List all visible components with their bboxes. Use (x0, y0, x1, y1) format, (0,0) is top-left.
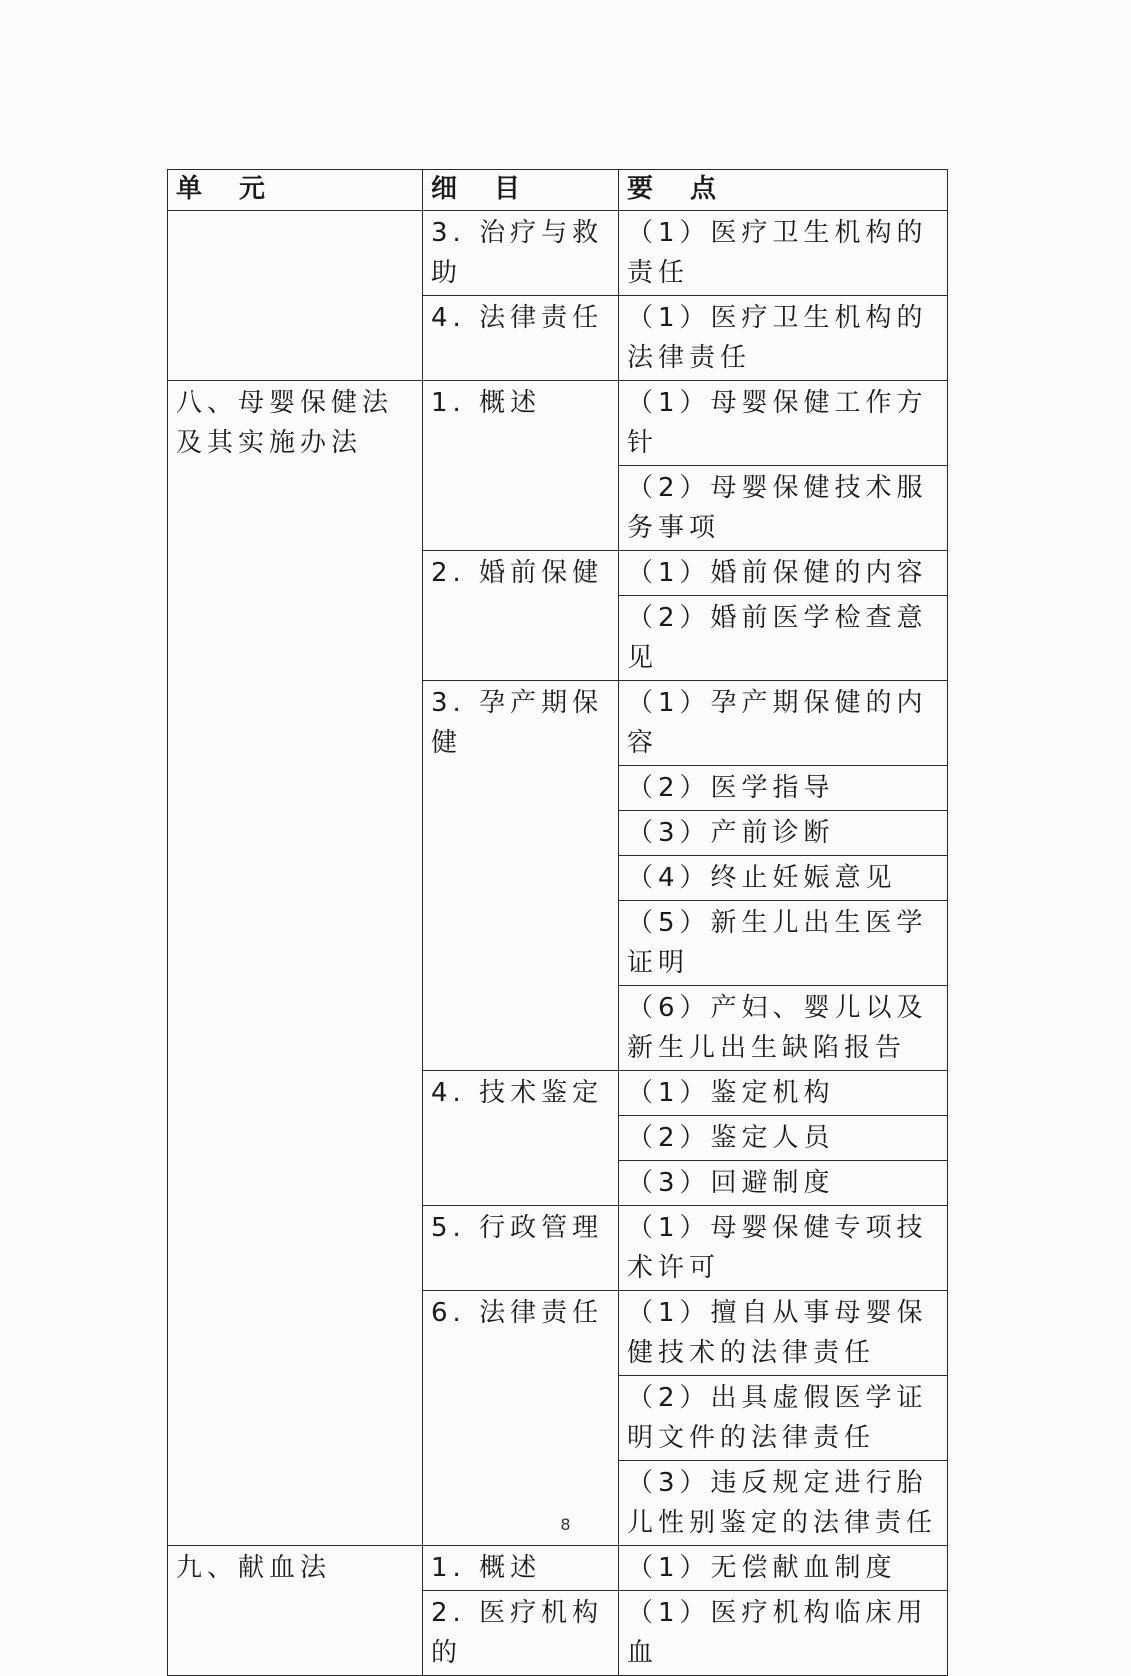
item-cell: 1. 概述 (423, 1546, 619, 1591)
point-cell: （2）出具虚假医学证明文件的法律责任 (619, 1376, 948, 1461)
unit-cell: 八、母婴保健法及其实施办法 (168, 381, 423, 1546)
item-cell: 2. 婚前保健 (423, 551, 619, 681)
point-cell: （3）回避制度 (619, 1161, 948, 1206)
table-header-row (168, 170, 948, 211)
point-cell: （1）医疗机构临床用血 (619, 1591, 948, 1676)
table-row (168, 211, 948, 296)
item-cell: 1. 概述 (423, 381, 619, 551)
exam-outline-table (167, 169, 948, 1676)
point-cell: （2）医学指导 (619, 766, 948, 811)
header-unit: 单 元 (168, 170, 423, 211)
table-body (168, 211, 948, 1676)
header-point: 要 点 (619, 170, 948, 211)
item-cell: 2. 医疗机构的 (423, 1591, 619, 1676)
point-cell: （6）产妇、婴儿以及新生儿出生缺陷报告 (619, 986, 948, 1071)
unit-cell: 九、献血法 (168, 1546, 423, 1676)
point-cell: （1）鉴定机构 (619, 1071, 948, 1116)
point-cell: （3）产前诊断 (619, 811, 948, 856)
point-cell: （1）医疗卫生机构的责任 (619, 211, 948, 296)
point-cell: （1）擅自从事母婴保健技术的法律责任 (619, 1291, 948, 1376)
item-cell: 6. 法律责任 (423, 1291, 619, 1546)
point-cell: （1）无偿献血制度 (619, 1546, 948, 1591)
item-cell: 4. 技术鉴定 (423, 1071, 619, 1206)
point-cell: （1）母婴保健工作方针 (619, 381, 948, 466)
point-cell: （1）医疗卫生机构的法律责任 (619, 296, 948, 381)
point-cell: （3）违反规定进行胎儿性别鉴定的法律责任 (619, 1461, 948, 1546)
table-row (168, 381, 948, 466)
page-number: 8 (560, 1515, 571, 1534)
point-cell: （5）新生儿出生医学证明 (619, 901, 948, 986)
point-cell: （1）母婴保健专项技术许可 (619, 1206, 948, 1291)
point-cell: （1）孕产期保健的内容 (619, 681, 948, 766)
item-cell: 5. 行政管理 (423, 1206, 619, 1291)
header-item: 细 目 (423, 170, 619, 211)
item-cell: 3. 孕产期保健 (423, 681, 619, 1071)
point-cell: （2）婚前医学检查意见 (619, 596, 948, 681)
item-cell: 4. 法律责任 (423, 296, 619, 381)
table-row (168, 1546, 948, 1591)
point-cell: （4）终止妊娠意见 (619, 856, 948, 901)
unit-cell (168, 211, 423, 381)
point-cell: （2）母婴保健技术服务事项 (619, 466, 948, 551)
point-cell: （2）鉴定人员 (619, 1116, 948, 1161)
item-cell: 3. 治疗与救助 (423, 211, 619, 296)
point-cell: （1）婚前保健的内容 (619, 551, 948, 596)
